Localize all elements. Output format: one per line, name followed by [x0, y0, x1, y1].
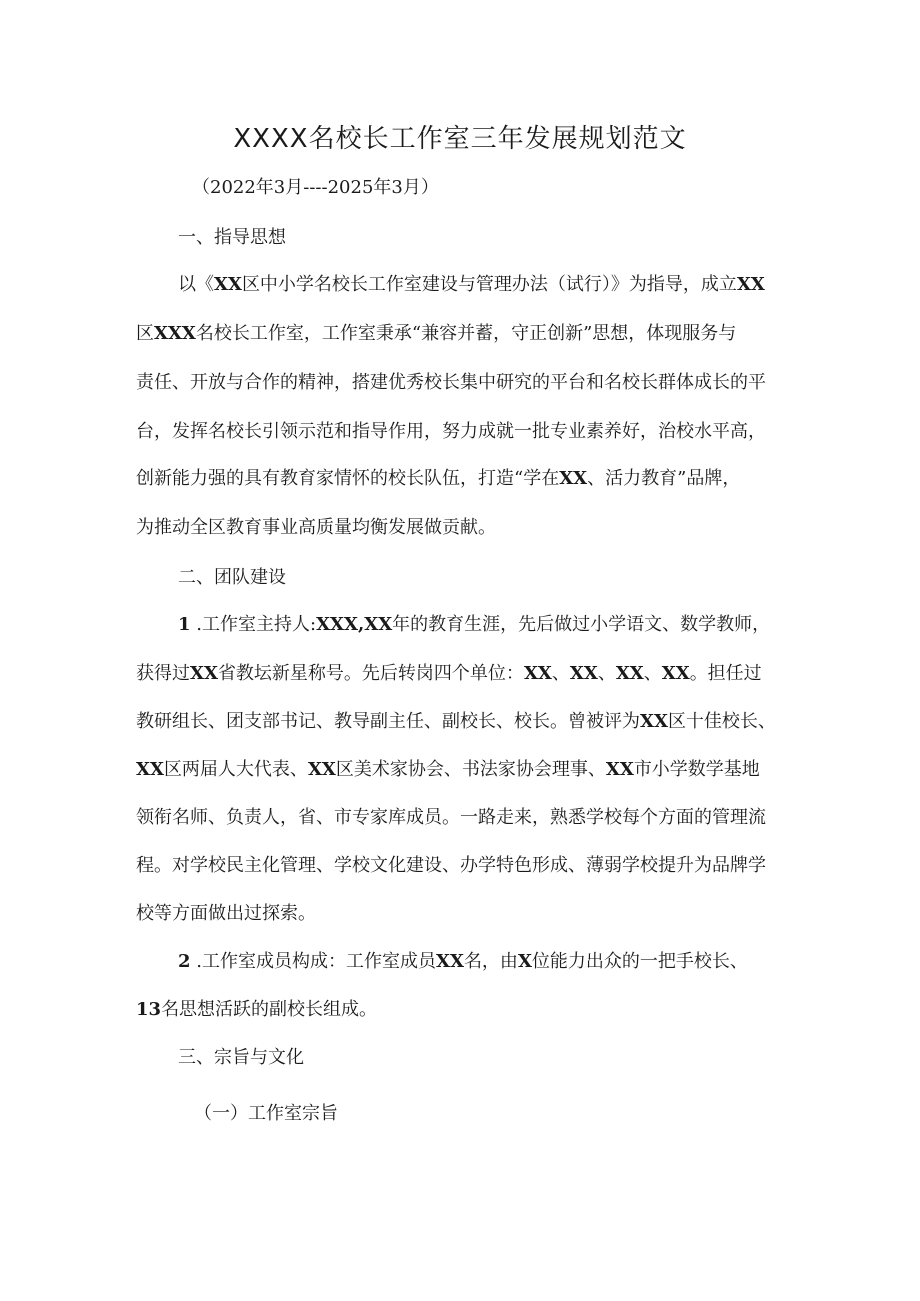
bold-text-run: XXX: [154, 323, 196, 344]
text-run: 、: [551, 663, 570, 684]
paragraph-line: [178, 613, 770, 637]
paragraph-line: [136, 322, 736, 346]
bold-text-run: XX: [661, 663, 690, 684]
text-run: 获得过: [136, 663, 190, 684]
text-run: 市小学数学基地: [633, 759, 760, 780]
text-run: 、: [643, 663, 662, 684]
paragraph-line: [136, 998, 377, 1022]
list-number: 1: [178, 614, 191, 635]
paragraph-line: 责任、开放与合作的精神，搭建优秀校长集中研究的平台和名校长群体成长的平: [136, 372, 766, 393]
text-run: 名思想活跃的副校长组成。: [161, 999, 378, 1020]
bold-text-run: XX: [136, 759, 164, 780]
text-run: 、活力教育”品牌，: [587, 468, 741, 489]
subsection-heading-studio-purpose: （一）工作室宗旨: [194, 1103, 338, 1124]
list-number: 2: [178, 951, 191, 972]
bold-text-run: XX: [190, 663, 218, 684]
paragraph-line: [136, 710, 776, 734]
section-heading-purpose-culture: 三、宗旨与文化: [178, 1047, 304, 1068]
text-run: 。担任过: [689, 663, 762, 684]
document-title: XXXX名校长工作室三年发展规划范文: [233, 124, 687, 154]
text-run: 创新能力强的具有教育家情怀的校长队伍，打造“学在: [136, 468, 560, 489]
paragraph-line: 领衔名师、负责人，省、市专家库成员。一路走来，熟悉学校每个方面的管理流: [136, 807, 766, 828]
text-run: .工作室主持人:: [196, 614, 317, 635]
paragraph-line: [136, 467, 740, 491]
text-run: .工作室成员构成：工作室成员: [196, 951, 436, 972]
paragraph-line: 台，发挥名校长引领示范和指导作用，努力成就一批专业素养好，治校水平高，: [136, 421, 766, 442]
text-run: 区中小学名校长工作室建设与管理办法（试行）》为指导，成立: [241, 274, 737, 295]
text-run: 以《: [178, 274, 214, 295]
bold-text-run: XX: [307, 759, 336, 780]
text-run: 教研组长、团支部书记、教导副主任、副校长、校长。曾被评为: [136, 711, 640, 732]
paragraph-line: [136, 758, 760, 782]
paragraph-line: [178, 950, 748, 974]
text-run: 区两届人大代表、: [163, 759, 308, 780]
section-heading-guiding-ideology: 一、指导思想: [178, 227, 286, 248]
bold-text-run: XX: [615, 663, 644, 684]
paragraph-line: 为推动全区教育事业高质量均衡发展做贡献。: [136, 517, 496, 538]
section-heading-team-building: 二、团队建设: [178, 567, 286, 588]
paragraph-line: [136, 662, 762, 686]
bold-text-run: XX: [214, 274, 242, 295]
paragraph-line: [178, 273, 765, 297]
paragraph-line: 校等方面做出过探索。: [136, 903, 316, 924]
bold-text-run: XX: [736, 274, 765, 295]
bold-text-run: XX: [523, 663, 552, 684]
bold-text-run: XX: [640, 711, 668, 732]
bold-text-run: XX: [559, 468, 588, 489]
text-run: 年的教育生涯，先后做过小学语文、数学教师，: [392, 614, 771, 635]
text-run: 位能力出众的一把手校长、: [531, 951, 748, 972]
text-run: 区美术家协会、书法家协会理事、: [335, 759, 606, 780]
bold-text-run: XX: [605, 759, 634, 780]
text-run: 省教坛新星称号。先后转岗四个单位：: [217, 663, 524, 684]
text-run: 名校长工作室，工作室秉承“兼容并蓄，守正创新”思想，体现服务与: [195, 323, 737, 344]
text-run: 区: [136, 323, 154, 344]
bold-text-run: 13: [136, 999, 162, 1020]
text-run: 、: [597, 663, 616, 684]
document-period: （2022年3月----2025年3月）: [192, 177, 439, 198]
text-run: 名，由: [463, 951, 518, 972]
bold-text-run: XXX,XX: [316, 614, 393, 635]
bold-text-run: X: [517, 951, 532, 972]
bold-text-run: XX: [569, 663, 598, 684]
paragraph-line: 程。对学校民主化管理、学校文化建设、办学特色形成、薄弱学校提升为品牌学: [136, 855, 766, 876]
text-run: 区十佳校长、: [667, 711, 776, 732]
bold-text-run: XX: [436, 951, 464, 972]
